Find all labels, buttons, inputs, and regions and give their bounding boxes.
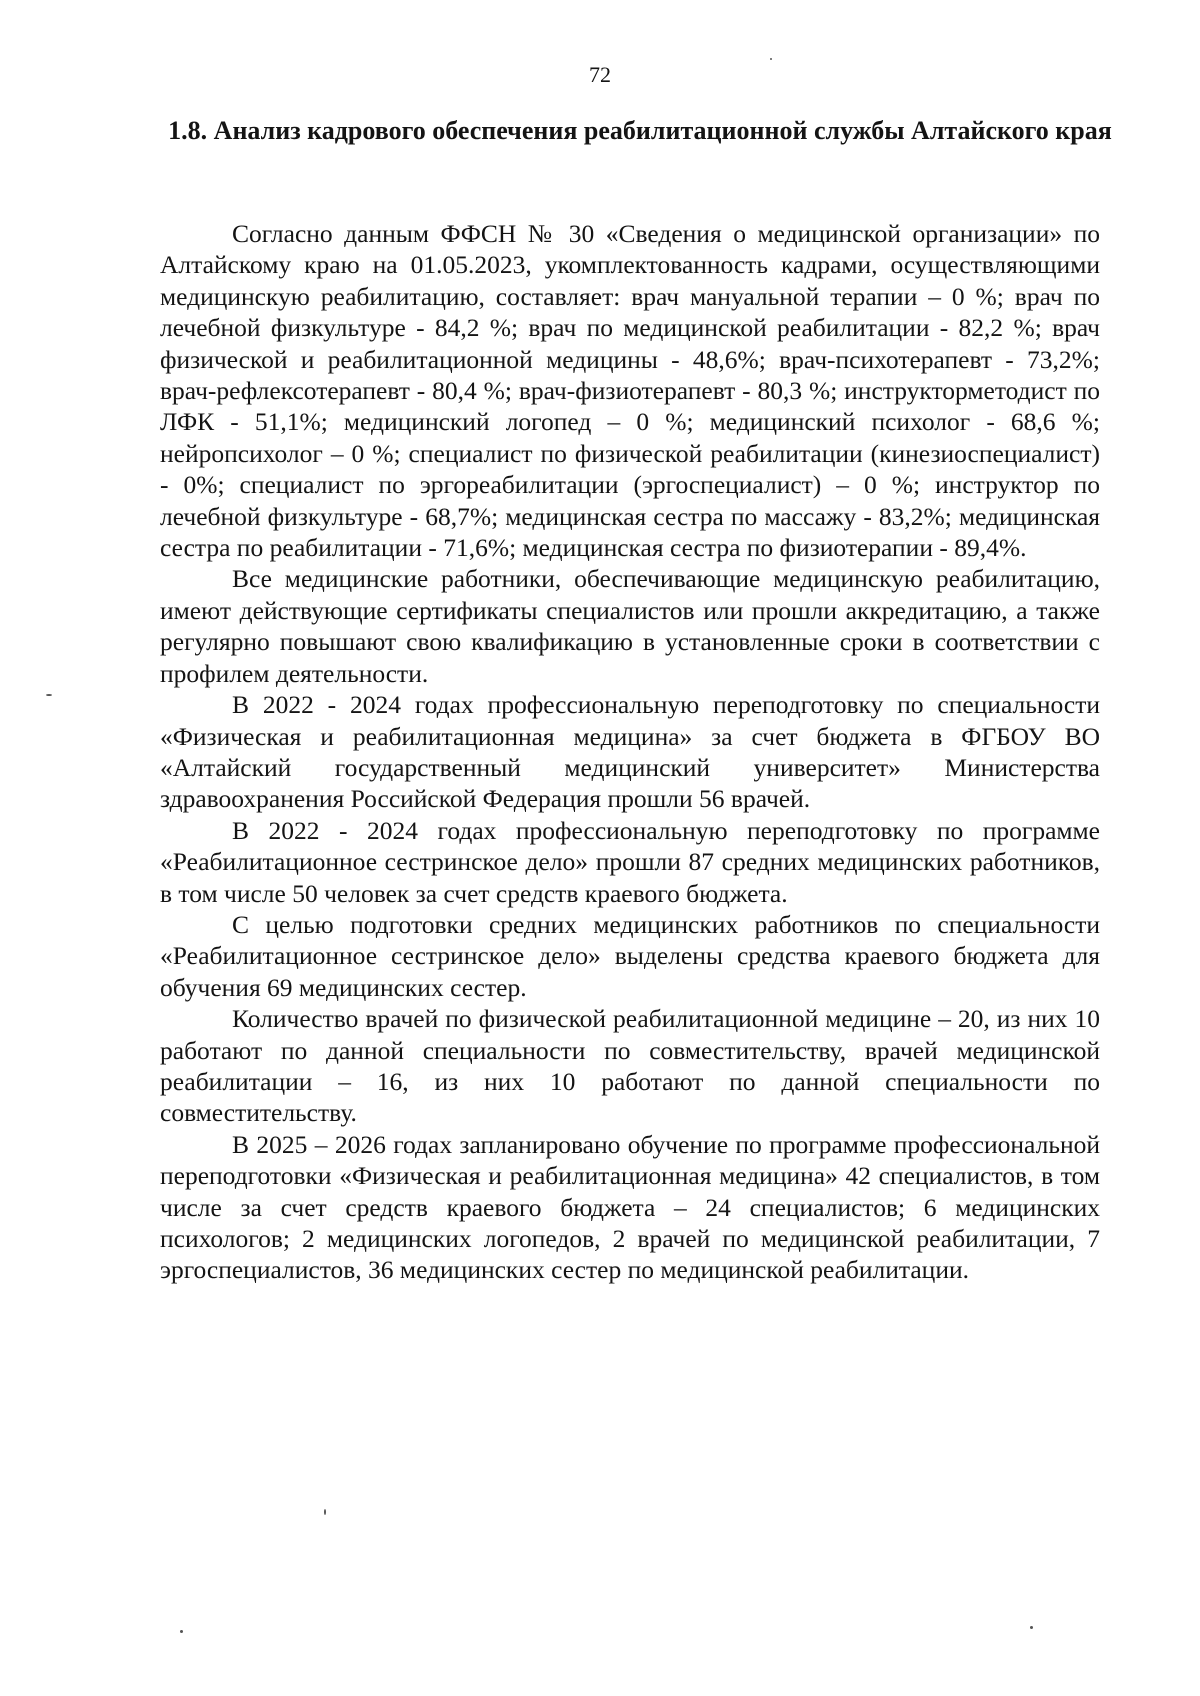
paragraph-nurse-funding: С целью подготовки средних медицинских работников по специальности «Реабилитационное сестринское дело» выделены средства краевого бюджета для обучения 69 медицинских сестер. bbox=[160, 909, 1100, 1002]
scan-speck bbox=[1030, 1626, 1033, 1629]
paragraph-staffing-levels: Согласно данным ФФСН № 30 «Сведения о медицинской организации» по Алтайскому краю на 01.05.2023, укомплектованность кадрами, осуществляющими медицинскую реабилитацию, составляет: врач мануальной терапии – 0 %; врач по лечебной физкультуре - 84,2 %; врач по медицинской реабилитации - 82,2 %; врач физической и реабилитационной медицины - 48,6%; врач-психотерапевт - 73,2%; врач-рефлексотерапевт - 80,4 %; врач-физиотерапевт - 80,3 %; инструкторметодист по ЛФК - 51,1%; медицинский логопед – 0 %; медицинский психолог - 68,6 %; нейропсихолог – 0 %; специалист по физической реабилитации (кинезиоспециалист) - 0%; специалист по эргореабилитации (эргоспециалист) – 0 %; инструктор по лечебной физкультуре - 68,7%; медицинская сестра по массажу - 83,2%; медицинская сестра по реабилитации - 71,6%; медицинская сестра по физиотерапии - 89,4%. bbox=[160, 219, 1100, 563]
paragraph-training-plan: В 2025 – 2026 годах запланировано обучение по программе профессиональной переподготовки «Физическая и реабилитационная медицина» 42 специалистов, в том числе за счет средств краевого бюджета – 24 специалистов; 6 медицинских психологов; 2 медицинских логопедов, 2 врачей по медицинской реабилитации, 7 эргоспециалистов, 36 медицинских сестер по медицинской реабилитации. bbox=[160, 1129, 1100, 1285]
scan-speck bbox=[46, 694, 52, 696]
scan-speck bbox=[180, 1630, 183, 1633]
paragraph-certification: Все медицинские работники, обеспечивающие медицинскую реабилитацию, имеют действующие сертификаты специалистов или прошли аккредитацию, а также регулярно повышают свою квалификацию в установленные сроки в соответствии с профилем деятельности. bbox=[160, 564, 1100, 688]
scan-speck bbox=[324, 1509, 326, 1515]
paragraph-doctor-count: Количество врачей по физической реабилитационной медицине – 20, из них 10 работают по данной специальности по совместительству, врачей медицинской реабилитации – 16, из них 10 работают по данной специальности по совместительству. bbox=[160, 1004, 1100, 1128]
page-number: 72 bbox=[589, 62, 611, 87]
paragraph-doctor-retraining: В 2022 - 2024 годах профессиональную переподготовку по специальности «Физическая и реабилитационная медицина» за счет бюджета в ФГБОУ ВО «Алтайский государственный медицинский университет» Министерства здравоохранения Российской Федерация прошли 56 врачей. bbox=[160, 690, 1100, 814]
paragraph-nurse-retraining: В 2022 - 2024 годах профессиональную переподготовку по программе «Реабилитационное сестринское дело» прошли 87 средних медицинских работников, в том числе 50 человек за счет средств краевого бюджета. bbox=[160, 815, 1100, 908]
document-body bbox=[160, 218, 1100, 1286]
section-title: 1.8. Анализ кадрового обеспечения реабилитационной службы Алтайского края bbox=[168, 116, 1112, 145]
scan-speck bbox=[770, 58, 772, 60]
